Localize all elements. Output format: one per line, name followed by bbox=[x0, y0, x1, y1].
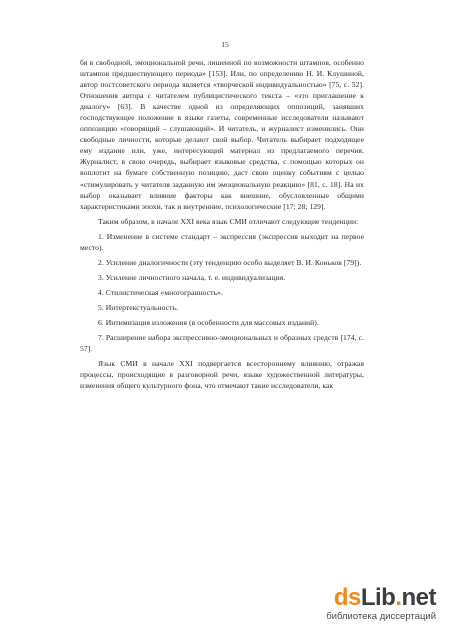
document-body bbox=[80, 57, 364, 391]
dslib-logo bbox=[326, 584, 436, 611]
logo-dot: . bbox=[395, 584, 402, 611]
list-item-4: 4. Стилистическая «многогранность». bbox=[98, 287, 223, 297]
page-number: 15 bbox=[221, 40, 229, 49]
list-item-7: 7. Расширение набора экспрессивно-эмоциональных и образных средств [174, с. 57]. bbox=[80, 333, 364, 354]
list-item-2: 2. Усиление диалогичности (эту тенденцию особо выделяет В. И. Коньков [79]). bbox=[98, 257, 362, 267]
paragraph-continuation: бя в свободной, эмоциональной речи, лишенной по возможности штампов, особенно штампов предшествующего периода» [153]. Или, по определению Н. И. Клушиной, автор постсоветского периода является «творческой индивидуальностью» [75, с. 52]. Отношения автора с читателем публицистического текста – «это приглашение к диалогу» [63]. В качестве одной из определяющих оппозиций, занявших господствующее положение в языке газеты, современные исследователи называют оппозицию «говорящий – слушающий». И читатель, и журналист изменились. Они свободные личности, которые делают свой выбор. Читатель выбирает подходящее ему издание или, уже, интересующий материал из предлагаемого перечня. Журналист, в свою очередь, выбирает языковые средства, с помощью которых он воплотит на бумаге собственную позицию, даст свою оценку событиям с целью «стимулировать у читателя заданную им эмоциональную реакцию» [81, с. 18]. На их выбор оказывает влияние факторы как внешние, обусловленные общими характеристиками эпохи, так и внутренние, психологические [17; 28; 129]. bbox=[80, 58, 364, 211]
paragraph-closing: Язык СМИ в начале XXI подвергается всестороннему влиянию, отражая процессы, происходящие в разговорной речи, языке художественной литературы, изменения общего культурного фона, что отмечают такие исследователи, как bbox=[80, 359, 364, 391]
dslib-watermark[interactable] bbox=[326, 584, 436, 622]
logo-ds: ds bbox=[333, 584, 361, 611]
paragraph-tendencies-intro: Таким образом, в начале XXI века язык СМИ отличают следующие тенденции: bbox=[98, 216, 359, 226]
list-item-1: 1. Изменение в системе стандарт – экспрессия (экспрессия выходит на первое место). bbox=[80, 231, 364, 252]
list-item-6: 6. Интимизация изложения (в особенности для массовых изданий). bbox=[98, 317, 319, 327]
logo-lib: Lib bbox=[360, 584, 396, 611]
list-item-3: 3. Усиление личностного начала, т. е. индивидуализация. bbox=[98, 272, 286, 282]
watermark-tagline: библиотека диссертаций bbox=[326, 611, 436, 622]
list-item-5: 5. Интертекстуальность. bbox=[98, 302, 178, 312]
logo-net: net bbox=[401, 584, 436, 611]
